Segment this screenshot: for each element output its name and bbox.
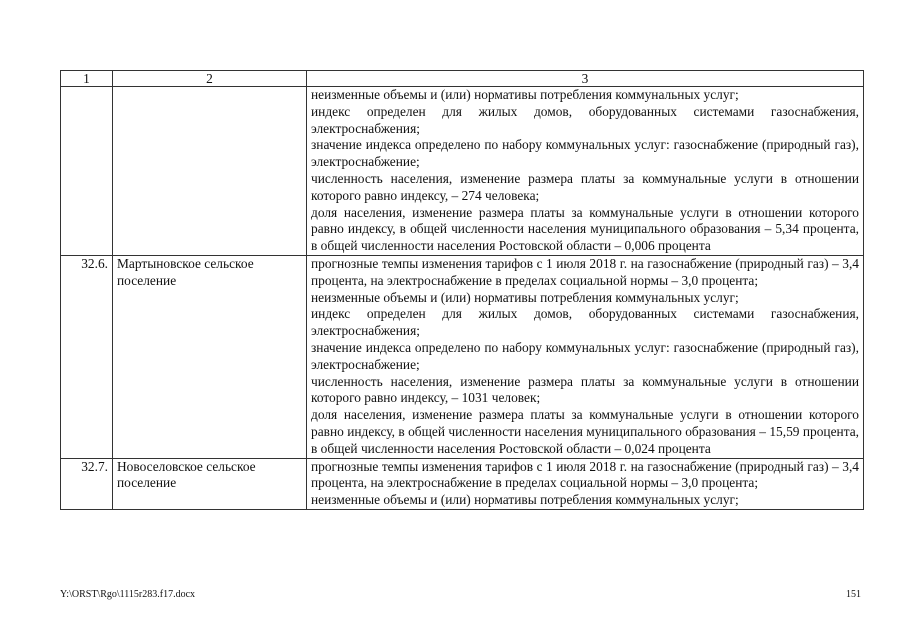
description-line: индекс определен для жилых домов, оборудованных системами газоснабжения, электроснабжения; bbox=[311, 103, 859, 136]
description-line: численность населения, изменение размера платы за коммунальные услуги в отношении которого равно индексу, – 274 человека; bbox=[311, 170, 859, 203]
tariff-index-table bbox=[60, 70, 864, 510]
description-line: доля населения, изменение размера платы за коммунальные услуги в отношении которого равно индексу, в общей численности населения муниципального образования – 15,59 процента, в общей численности населения Ростовской области – 0,024 процента bbox=[311, 407, 859, 456]
description-line: неизменные объемы и (или) нормативы потребления коммунальных услуг; bbox=[311, 289, 739, 305]
description-line: значение индекса определено по набору коммунальных услуг: газоснабжение (природный газ), электроснабжение; bbox=[311, 339, 859, 372]
column-header-1: 1 bbox=[61, 71, 113, 87]
footer-page-number: 151 bbox=[846, 589, 861, 600]
settlement-name: Мартыновское сельское поселение bbox=[113, 255, 307, 458]
column-number-row bbox=[61, 71, 864, 87]
description-line: численность населения, изменение размера платы за коммунальные услуги в отношении которого равно индексу, – 1031 человек; bbox=[311, 373, 859, 406]
footer-file-path: Y:\ORST\Rgo\1115r283.f17.docx bbox=[60, 589, 196, 600]
description-line: значение индекса определено по набору коммунальных услуг: газоснабжение (природный газ), электроснабжение; bbox=[311, 137, 859, 170]
description-line: прогнозные темпы изменения тарифов с 1 июля 2018 г. на газоснабжение (природный газ) – 3,4 процента, на электроснабжение в пределах социальной нормы – 3,0 процента; bbox=[311, 255, 859, 288]
index-description bbox=[307, 458, 864, 509]
column-header-3: 3 bbox=[307, 71, 864, 87]
description-line: неизменные объемы и (или) нормативы потребления коммунальных услуг; bbox=[311, 87, 739, 102]
description-line: индекс определен для жилых домов, оборудованных системами газоснабжения, электроснабжения; bbox=[311, 306, 859, 339]
table-row bbox=[61, 458, 864, 509]
row-number: 32.6. bbox=[61, 255, 113, 458]
settlement-name bbox=[113, 87, 307, 256]
row-number: 32.7. bbox=[61, 458, 113, 509]
table-row bbox=[61, 255, 864, 458]
description-line: прогнозные темпы изменения тарифов с 1 июля 2018 г. на газоснабжение (природный газ) – 3,4 процента, на электроснабжение в пределах социальной нормы – 3,0 процента; bbox=[311, 458, 859, 491]
index-description bbox=[307, 255, 864, 458]
row-number bbox=[61, 87, 113, 256]
column-header-2: 2 bbox=[113, 71, 307, 87]
description-line: неизменные объемы и (или) нормативы потребления коммунальных услуг; bbox=[311, 492, 739, 508]
description-line: доля населения, изменение размера платы за коммунальные услуги в отношении которого равно индексу, в общей численности населения муниципального образования – 5,34 процента, в общей численности населения Ростовской области – 0,006 процента bbox=[311, 204, 859, 254]
table-row bbox=[61, 87, 864, 256]
settlement-name: Новоселовское сельское поселение bbox=[113, 458, 307, 509]
index-description bbox=[307, 87, 864, 256]
